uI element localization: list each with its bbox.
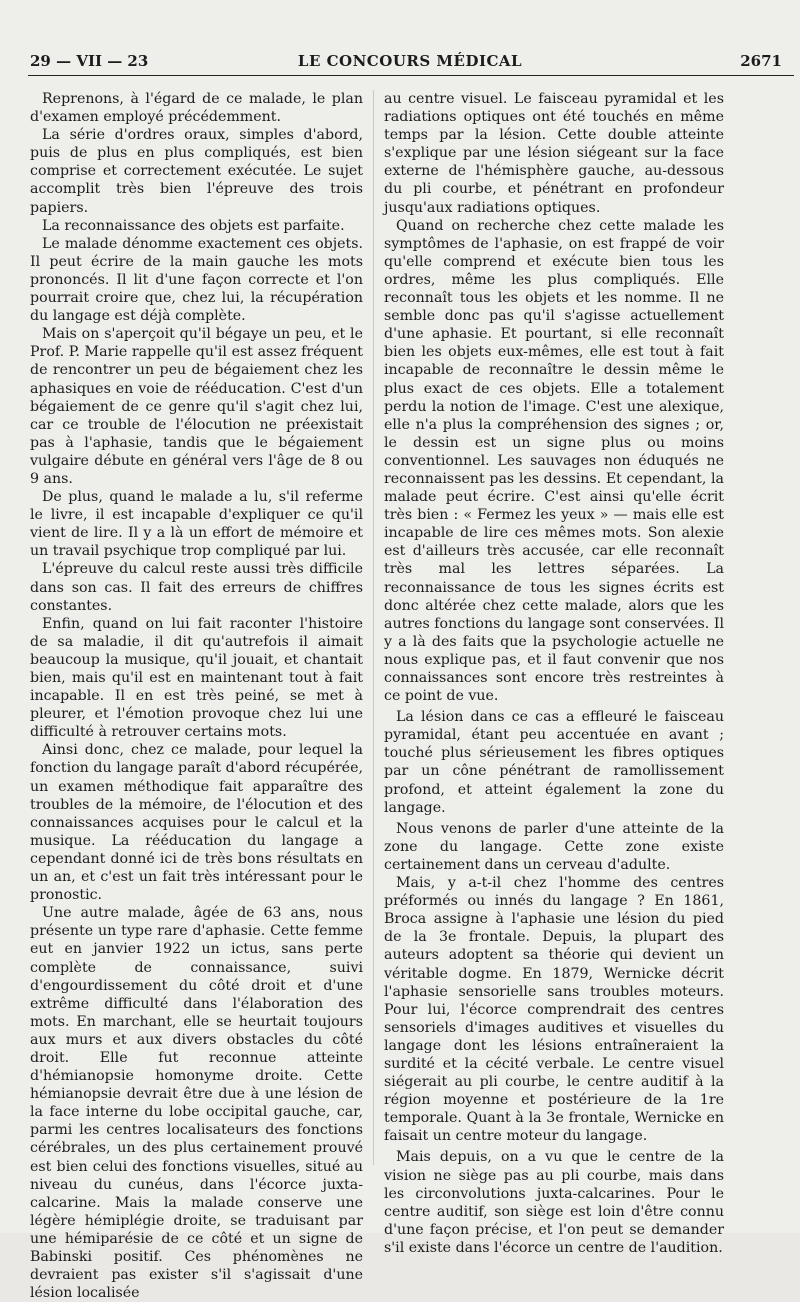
paragraph: Mais depuis, on a vu que le centre de la vision ne siège pas au pli courbe, mais dans les circonvolutions juxta-calcarines. Pour le centre auditif, son siège est loin d'être connu d'une façon précise, et l'on peut se demander s'il existe dans l'écorce un centre de l'audition. [384,1149,724,1256]
paragraph: Mais, y a-t-il chez l'homme des centres préformés ou innés du langage ? En 1861, Broca assigne à l'aphasie une lésion du pied de la 3e frontale. Depuis, la plupart des auteurs adoptent sa théorie qui devient un véritable dogme. En 1879, Wernicke décrit l'aphasie sensorielle sans troubles moteurs. Pour lui, l'écorce comprendrait des centres sensoriels d'images auditives et visuelles du langage dont les lésions entraîneraient la surdité et la cécité verbale. Le centre visuel siégerait au pli courbe, le centre auditif à la région moyenne et postérieure de la 1re temporale. Quant à la 3e frontale, Wernicke en faisait un centre moteur du langage. [384,875,724,1145]
paragraph: Quand on recherche chez cette malade les symptômes de l'aphasie, on est frappé de voir qu'elle comprend et exécute bien tous les ordres, même les plus compliqués. Elle reconnaît tous les objets et les nomme. Il ne semble donc pas qu'il s'agisse actuellement d'une aphasie. Et pourtant, si elle reconnaît bien les objets eux-mêmes, elle est tout à fait incapable de reconnaître le dessin même le plus exact de ces objets. Elle a totalement perdu la notion de l'image. C'est une alexique, elle n'a plus la compréhension des signes ; or, le dessin est un signe plus ou moins conventionnel. Les sauvages non éduqués ne reconnaissent pas les dessins. Et cependant, la malade peut écrire. C'est ainsi qu'elle écrit très bien : « Fermez les yeux » — mais elle est incapable de lire ces mêmes mots. Son alexie est d'ailleurs très accusée, car elle reconnaît très mal les lettres séparées. La reconnaissance de tous les signes écrits est donc altérée chez cette malade, alors que les autres fonctions du langage sont conservées. Il y a là des faits que la psychologie actuelle ne nous explique pas, et il faut convenir que nos connaissances sont encore très restreintes à ce point de vue. [384,217,724,705]
paragraph: Une autre malade, âgée de 63 ans, nous présente un type rare d'aphasie. Cette femme eut en janvier 1922 un ictus, sans perte complète de connaissance, suivi d'engourdissement du côté droit et d'une extrême difficulté dans l'élaboration des mots. En marchant, elle se heurtait toujours aux murs et aux divers obstacles du côté droit. Elle fut reconnue atteinte d'hémianopsie homonyme droite. Cette hémianopsie devrait être due à une lésion de la face interne du lobe occipital gauche, car, parmi les centres localisateurs des fonctions cérébrales, un des plus certainement prouvé est bien celui des fonctions visuelles, situé au niveau du cunéus, dans l'écorce juxta-calcarine. Mais la malade conserve une légère hémiplégie droite, se traduisant par une hémiparésie de ce côté et un signe de Babinski positif. Ces phénomènes ne devraient pas exister s'il s'agissait d'une lésion localisée [30,905,363,1302]
journal-title: LE CONCOURS MÉDICAL [297,52,523,70]
page-header [30,48,790,72]
header-date: 29 — VII — 23 [30,52,149,70]
paragraph: Le malade dénomme exactement ces objets. Il peut écrire de la main gauche les mots prononcés. Il lit d'une façon correcte et l'on pourrait croire que, chez lui, la récupération du langage est déjà complète. [30,235,363,325]
paragraph: Reprenons, à l'égard de ce malade, le plan d'examen employé précédemment. [30,91,363,126]
paragraph: La série d'ordres oraux, simples d'abord, puis de plus en plus compliqués, est bien comprise et correctement exécutée. Le sujet accomplit très bien l'épreuve des trois papiers. [30,127,363,216]
column-divider [373,90,374,1165]
paragraph: De plus, quand le malade a lu, s'il referme le livre, il est incapable d'expliquer ce qu'il vient de lire. Il y a là un effort de mémoire et un travail psychique trop compliqué par lui. [30,489,363,560]
paragraph: Ainsi donc, chez ce malade, pour lequel la fonction du langage paraît d'abord récupérée, un examen méthodique fait apparaître des troubles de la mémoire, de l'élocution et des connaissances acquises pour le calcul et la musique. La rééducation du langage a cependant donné ici de très bons résultats en un an, et c'est un fait très intéressant pour le pronostic. [30,742,363,904]
paragraph: La reconnaissance des objets est parfaite. [42,217,345,234]
page-number: 2671 [740,52,782,70]
left-column [30,90,363,1302]
paragraph: au centre visuel. Le faisceau pyramidal et les radiations optiques ont été touchés en même temps par la lésion. Cette double atteinte s'explique par une lésion siégeant sur la face externe de l'hémisphère gauche, au-dessous du pli courbe, et pénétrant en profondeur jusqu'aux radiations optiques. [384,91,724,216]
paragraph: Nous venons de parler d'une atteinte de la zone du langage. Cette zone existe certainement dans un cerveau d'adulte. [384,820,724,873]
paragraph: La lésion dans ce cas a effleuré le faisceau pyramidal, étant peu accentuée en avant ; touché plus sérieusement les fibres optiques par un cône pénétrant de ramollissement profond, et atteint également la zone du langage. [384,709,724,816]
paragraph: Enfin, quand on lui fait raconter l'histoire de sa maladie, il dit qu'autrefois il aimait beaucoup la musique, qu'il jouait, et chantait bien, mais qu'il est en maintenant tout à fait incapable. Il en est très peiné, se met à pleurer, et l'émotion provoque chez lui une difficulté à retrouver certains mots. [30,615,363,741]
header-rule [28,75,794,76]
paragraph: L'épreuve du calcul reste aussi très difficile dans son cas. Il fait des erreurs de chiffres constantes. [30,561,363,614]
right-column [384,90,724,1257]
paragraph: Mais on s'aperçoit qu'il bégaye un peu, et le Prof. P. Marie rappelle qu'il est assez fréquent de rencontrer un peu de bégaiement chez les aphasiques en voie de rééducation. C'est d'un bégaiement de ce genre qu'il s'agit chez lui, car ce trouble de l'élocution ne préexistait pas à l'aphasie, tandis que le bégaiement vulgaire débute en général vers l'âge de 8 ou 9 ans. [30,326,363,487]
